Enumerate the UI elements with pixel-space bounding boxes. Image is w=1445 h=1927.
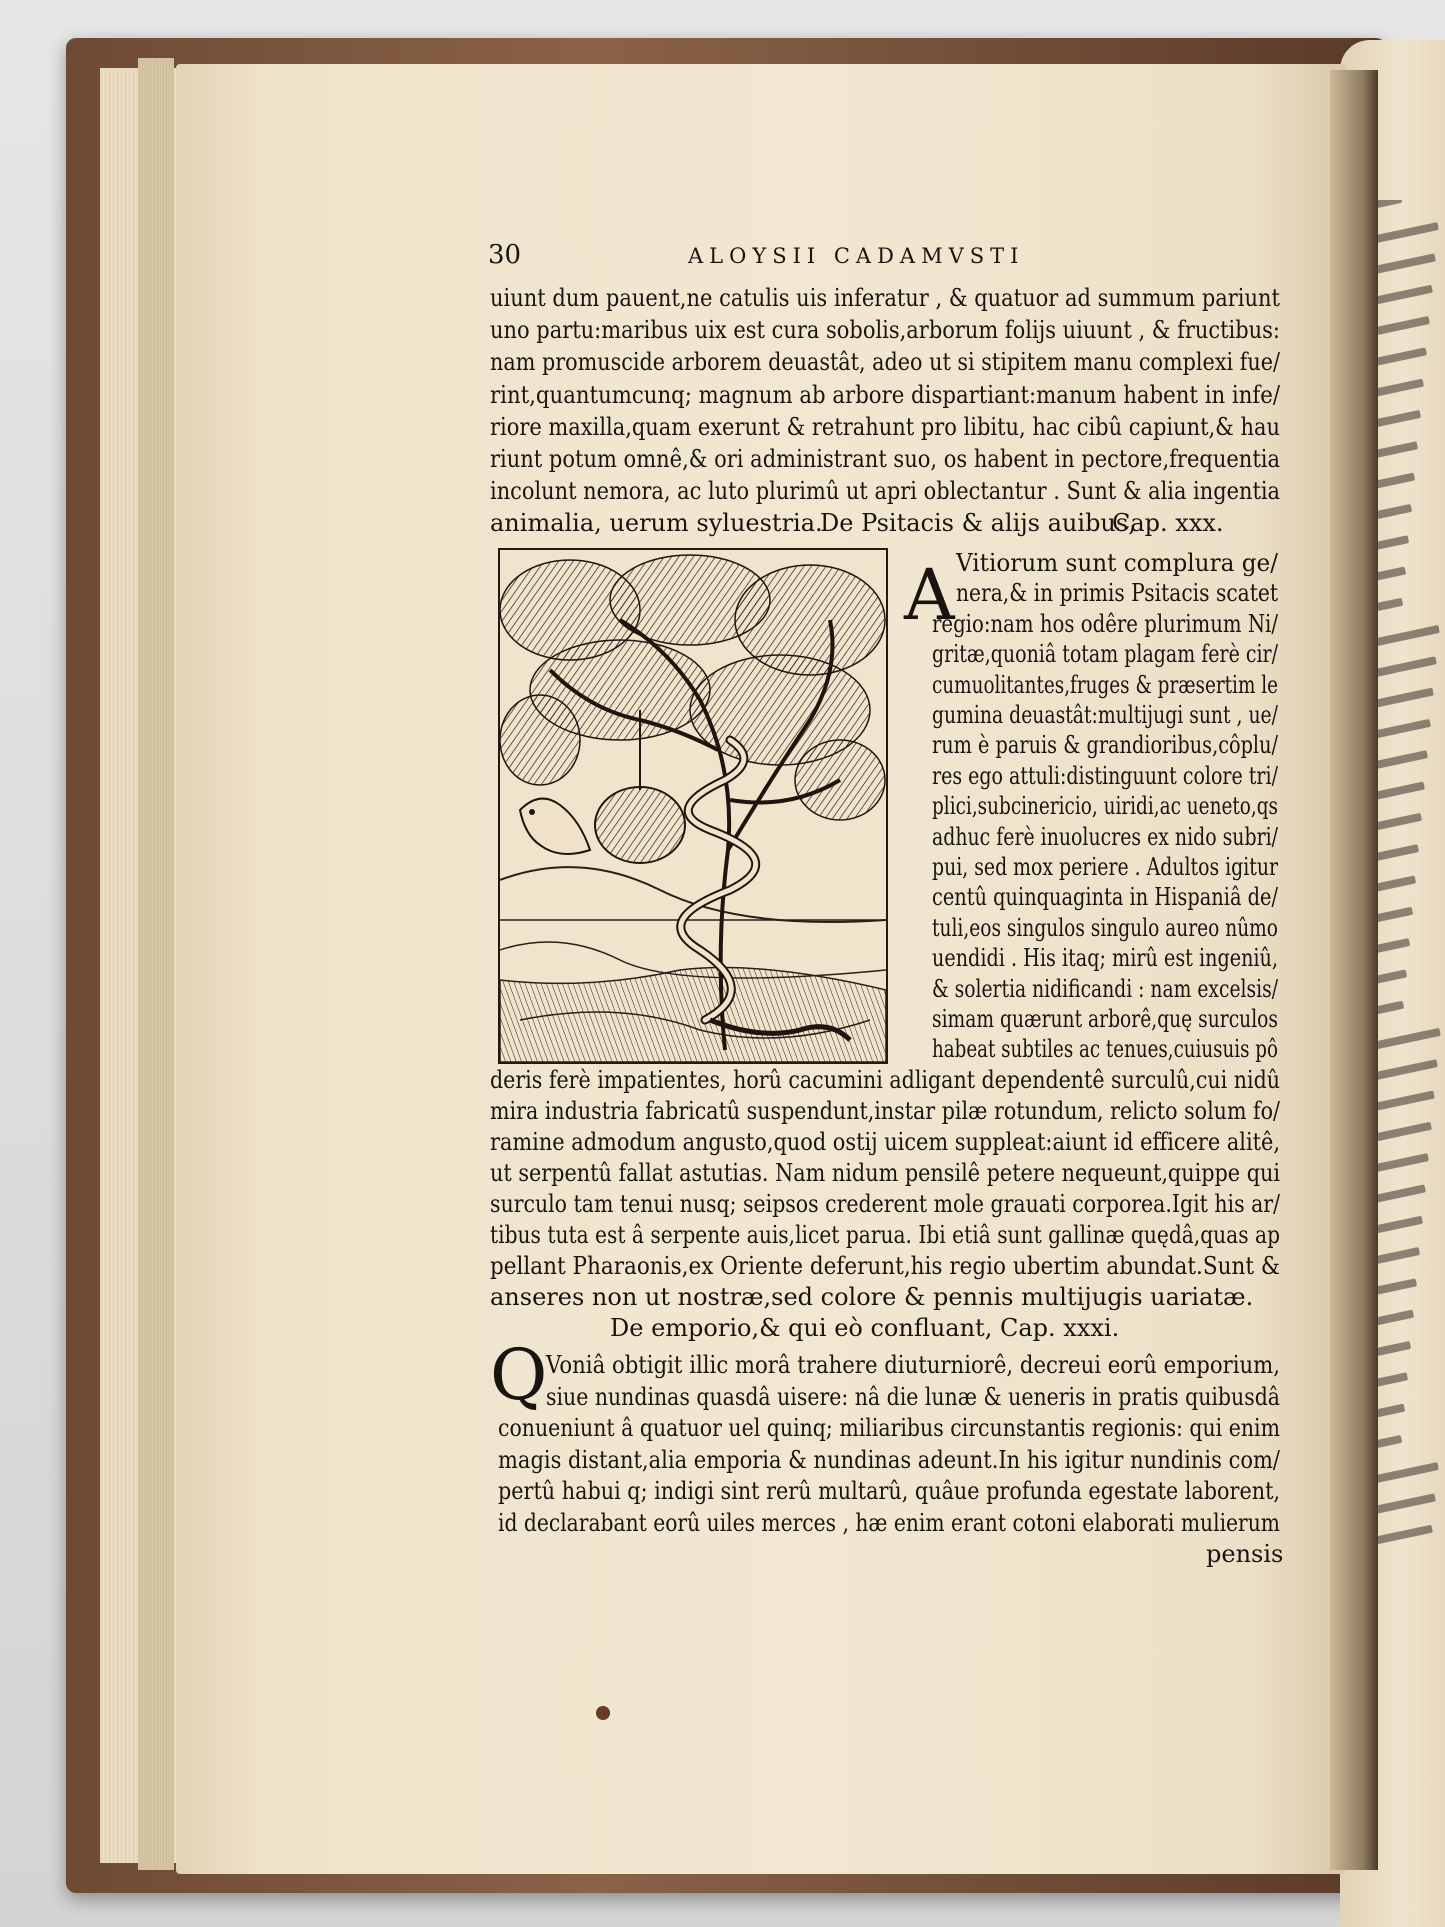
chapter-heading-31: De emporio,& qui eò confluant,: [610, 1314, 993, 1342]
text-line: res ego attuli:distinguunt colore tri/: [932, 761, 1278, 790]
text-line: surculo tam tenui nusq; seipsos crederent mole grauati corporea.Igit his ar/: [490, 1190, 1280, 1218]
text-line: magis distant,alia emporia & nundinas adeunt.In his igitur nundinis com/: [498, 1445, 1280, 1474]
text-line: rum è paruis & grandioribus,côplu/: [932, 731, 1278, 760]
text-line: pertû habui q; indigi sint rerû multarû, quâue profunda egestate laborent,: [498, 1477, 1280, 1506]
text-line: rint,quantumcunq; magnum ab arbore dispartiant:manum habent in infe/: [490, 380, 1280, 409]
text-line: tuli,eos singulos singulo aureo nûmo: [932, 913, 1278, 942]
text-line: nera,& in primis Psitacis scatet: [956, 579, 1278, 608]
book-gutter: [1330, 70, 1378, 1870]
text-line: tibus tuta est â serpente auis,licet parua. Ibi etiâ sunt gallinæ quędâ,quas ap: [490, 1221, 1280, 1249]
text-line: Vitiorum sunt complura ge/: [956, 549, 1278, 577]
woodcut-illustration: [498, 548, 888, 1064]
text-line: ramine admodum angusto,quod ostij uicem suppleat:aiunt id efficere alitê,: [490, 1128, 1280, 1156]
text-line: plici,subcinericio, uiridi,ac ueneto,qs: [932, 792, 1278, 821]
text-line: pui, sed mox periere . Adultos igitur: [932, 853, 1278, 881]
text-line: Voniâ obtigit illic morâ trahere diuturniorê, decreui eorû emporium,: [546, 1351, 1280, 1379]
text-line: pellant Pharaonis,ex Oriente deferunt,his regio ubertim abundat.Sunt &: [490, 1252, 1280, 1280]
text-line: siue nundinas quasdâ uisere: nâ die lunæ & ueneris in pratis quibusdâ: [546, 1382, 1280, 1411]
text-line: regio:nam hos odêre plurimum Ni/: [932, 609, 1278, 638]
tree-snake-nest-picture: [500, 550, 886, 1062]
page-number: 30: [488, 240, 522, 270]
text-line: riore maxilla,quam exerunt & retrahunt pro libitu, hac cibû capiunt,& hau: [490, 412, 1280, 441]
text-line: gumina deuastât:multijugi sunt , ue/: [932, 701, 1278, 729]
drop-cap-q: Q: [490, 1334, 548, 1416]
paper-blemish: [596, 1706, 610, 1720]
chapter-number-31: Cap. xxxi.: [1000, 1314, 1120, 1342]
text-line: anseres non ut nostræ,sed colore & pennis multijugis uariatæ.: [490, 1283, 1254, 1311]
page-edges-inner: [138, 58, 174, 1870]
running-head: ALOYSII CADAMVSTI: [688, 244, 1025, 268]
text-line: & solertia nidificandi : nam excelsis/: [932, 974, 1278, 1003]
chapter-heading-30: De Psitacis & alijs auibus,: [820, 509, 1136, 537]
page-header: [488, 240, 1268, 274]
text-line: ut serpentû fallat astutias. Nam nidum pensilê petere nequeunt,quippe qui: [490, 1159, 1280, 1187]
text-line: conueniunt â quatuor uel quinq; miliaribus circunstantis regionis: qui enim: [498, 1414, 1280, 1443]
catchword: pensis: [1206, 1540, 1284, 1568]
text-line: uiunt dum pauent,ne catulis uis inferatur , & quatuor ad summum pariunt: [490, 284, 1280, 312]
text-line: nam promuscide arborem deuastât, adeo ut si stipitem manu complexi fue/: [490, 348, 1280, 377]
text-line: cumuolitantes,fruges & præsertim le: [932, 670, 1278, 699]
text-line: habeat subtiles ac tenues,cuiusuis pô: [932, 1035, 1278, 1064]
text-line: uendidi . His itaq; mirû est ingeniû,: [932, 944, 1278, 973]
text-line: centû quinquaginta in Hispaniâ de/: [932, 883, 1278, 912]
text-line: mira industria fabricatû suspendunt,instar pilæ rotundum, relicto solum fo/: [490, 1097, 1280, 1125]
text-line: deris ferè impatientes, horû cacumini adligant dependentê surculû,cui nidû: [490, 1066, 1280, 1094]
text-line: gritæ,quoniâ totam plagam ferè cir/: [932, 640, 1278, 669]
text-line: animalia, uerum syluestria.: [490, 509, 823, 538]
text-line: simam quærunt arborê,quę surculos: [932, 1005, 1278, 1033]
chapter-number-30: Cap. xxx.: [1112, 509, 1224, 537]
drop-cap-a: A: [904, 554, 955, 636]
text-line: uno partu:maribus uix est cura sobolis,arborum folijs uiuunt , & fructibus:: [490, 316, 1280, 345]
text-line: incolunt nemora, ac luto plurimû ut apri oblectantur . Sunt & alia ingentia: [490, 477, 1280, 506]
text-line: id declarabant eorû uiles merces , hæ enim erant cotoni elaborati mulierum: [498, 1509, 1280, 1537]
text-line: adhuc ferè inuolucres ex nido subri/: [932, 822, 1278, 851]
text-line: riunt potum omnê,& ori administrant suo, os habent in pectore,frequentia: [490, 445, 1280, 473]
